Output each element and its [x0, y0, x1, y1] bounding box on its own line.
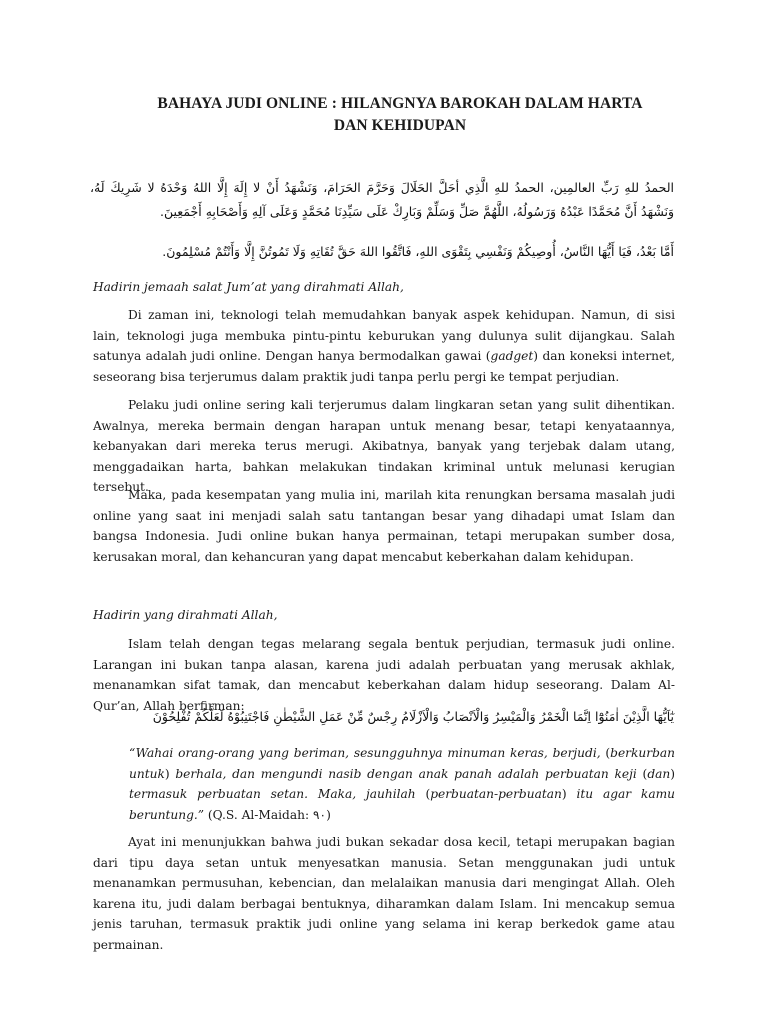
translation-part-10: (	[425, 787, 431, 801]
page-title	[94, 93, 706, 137]
translation-part-1: “Wahai orang-orang yang beriman, sesungguhnya minuman keras, berjudi,	[129, 746, 606, 760]
translation-part-6: (	[642, 766, 648, 781]
translation-part-4: )	[164, 766, 176, 781]
arabic-opening-wasiat: أَمَّا بَعْدُ، فَيَا أَيُّهَا النَّاسُ، أُوصِيكُمْ وَنَفْسِي بِتَقْوَى اللهِ، فَاتَّقُوا اللهَ حَقَّ تُقَاتِهِ وَلَا تَمُوتُنَّ إِلَّا وَأَنْتُمْ مُسْلِمُونَ.	[162, 244, 674, 259]
paragraph-tipu-daya: Ayat ini menunjukkan bahwa judi bukan sekadar dosa kecil, tetapi merupakan bagian dari tipu daya setan untuk menyesatkan manusia. Setan menggunakan judi untuk menanamkan permusuhan, kebencian, dan melalaikan manusia dari mengingat Allah. Oleh karena itu, judi dalam berbagai bentuknya, diharamkan dalam Islam. Ini mencakup semua jenis taruhan, termasuk praktik judi online yang selama ini kerap berkedok game atau permainan.	[93, 835, 675, 952]
translation-part-9: termasuk perbuatan setan. Maka, jauhilah	[129, 787, 426, 801]
salutation-hadirin: Hadirin yang dirahmati Allah,	[93, 608, 278, 622]
paragraph-teknologi-gadget: gadget	[490, 349, 534, 363]
translation-part-12: )	[561, 787, 577, 801]
translation-part-3: berkurban untuk	[129, 746, 675, 781]
paragraph-larangan: Islam telah dengan tegas melarang segala bentuk perjudian, termasuk judi online. Larangan ini bukan tanpa alasan, karena judi adalah perbuatan yang merusak akhlak, menanamkan sifat tamak, dan mencabut keberkahan dalam hidup seseorang. Dalam Al-Qur’an, Allah berfirman:	[93, 637, 675, 713]
translation-part-7: dan	[647, 766, 671, 781]
paragraph-renungan: Maka, pada kesempatan yang mulia ini, marilah kita renungkan bersama masalah judi online yang saat ini menjadi salah satu tantangan besar yang dihadapi umat Islam dan bangsa Indonesia. Judi online bukan hanya permainan, tetapi merupakan sumber dosa, kerusakan moral, dan kehancuran yang dapat mencabut keberkahan dalam kehidupan.	[93, 488, 675, 564]
verse-reference: (Q.S. Al-Maidah: ٩٠)	[204, 807, 331, 822]
translation-part-11: perbuatan-perbuatan	[430, 787, 562, 801]
title-line-1: BAHAYA JUDI ONLINE : HILANGNYA BAROKAH DALAM HARTA	[157, 95, 643, 112]
translation-part-5: berhala, dan mengundi nasib dengan anak panah adalah perbuatan keji	[175, 766, 643, 781]
arabic-verse-al-maidah-90: يٰٓاَيُّهَا الَّذِيْنَ اٰمَنُوْٓا اِنَّمَا الْخَمْرُ وَالْمَيْسِرُ وَالْاَنْصَابُ وَالْاَزْلَامُ رِجْسٌ مِّنْ عَمَلِ الشَّيْطٰنِ فَاجْتَنِبُوْهُ لَعَلَّكُمْ تُفْلِحُوْنَ	[152, 709, 674, 724]
salutation-jemaah: Hadirin jemaah salat Jum’at yang dirahmati Allah,	[93, 280, 404, 294]
paragraph-teknologi	[93, 305, 675, 387]
translation-part-2: (	[605, 746, 611, 760]
translation-part-8: )	[670, 766, 675, 781]
paragraph-teknologi-text-b: ) dan koneksi internet, seseorang bisa terjerumus dalam praktik judi tanpa perlu pergi ke tempat perjudian.	[93, 349, 675, 384]
arabic-opening-praise: الحمدُ للهِ رَبِّ العالمِين، الحمدُ للهِ الَّذِي أحَلَّ الحَلَالَ وَحَرَّمَ الحَرَامَ، وَنَشْهَدُ أَنْ لا إِلَهَ إِلَّا اللهُ وَحْدَهُ لا شَرِيكَ لَهُ، وَنَشْهَدُ أَنَّ مُحَمَّدًا عَبْدُهُ وَرَسُولُهُ، اللَّهُمَّ صَلِّ وَسَلِّمْ وَبَارِكْ عَلَى سَيِّدِنَا مُحَمَّدٍ وَعَلَى آلِهِ وَأَصْحَابِهِ أَجْمَعِينَ.	[90, 180, 674, 219]
title-line-2: DAN KEHIDUPAN	[333, 117, 467, 134]
verse-translation	[129, 743, 675, 825]
paragraph-pelaku: Pelaku judi online sering kali terjerumus dalam lingkaran setan yang sulit dihentikan. Awalnya, mereka bermain dengan harapan untuk menang besar, tetapi kenyataannya, kebanyakan dari mereka terus merugi. Akibatnya, banyak yang terjebak dalam utang, menggadaikan harta, bahkan melakukan tindakan kriminal untuk melunasi kerugian tersebut.	[93, 398, 675, 494]
paragraph-teknologi-text-a: Di zaman ini, teknologi telah memudahkan banyak aspek kehidupan. Namun, di sisi lain, teknologi juga membuka pintu-pintu keburukan yang dulunya sulit dijangkau. Salah satunya adalah judi online. Dengan hanya bermodalkan gawai (	[93, 308, 675, 363]
translation-part-13: itu agar kamu beruntung.”	[129, 787, 675, 822]
